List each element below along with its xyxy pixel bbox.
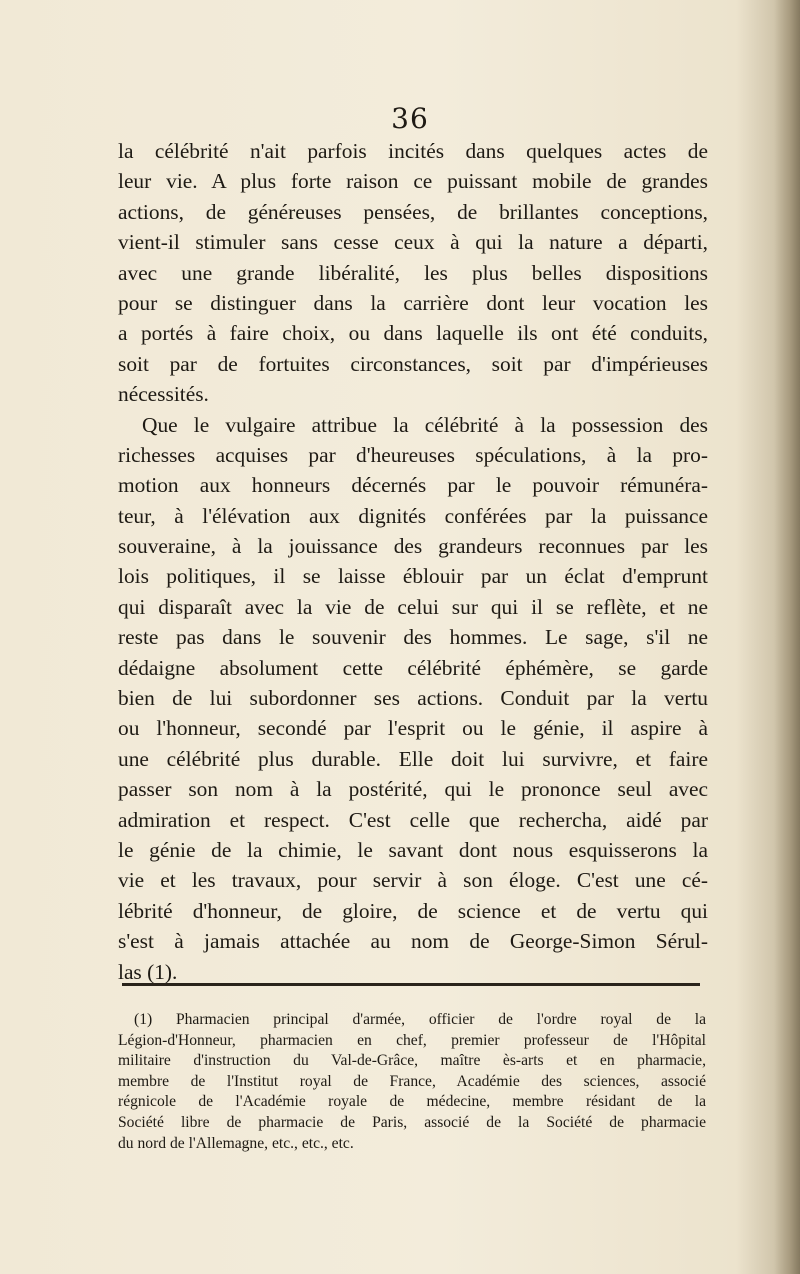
text-line: le génie de la chimie, le savant dont nous esquisserons la [118,837,708,862]
page-number: 36 [391,102,429,135]
footnote-separator [122,983,700,986]
footnote-line: (1) Pharmacien principal d'armée, officier de l'ordre royal de la [134,1011,706,1028]
paragraph [118,136,708,410]
text-line: leur vie. A plus forte raison ce puissant mobile de grandes [118,169,708,194]
text-line: teur, à l'élévation aux dignités conférées par la puissance [118,503,708,528]
text-line: nécessités. [118,382,209,407]
text-line: admiration et respect. C'est celle que rechercha, aidé par [118,807,708,832]
text-line: la célébrité n'ait parfois incités dans quelques actes de [118,139,708,163]
text-line: motion aux honneurs décernés par le pouvoir rémunéra- [118,473,708,498]
footnote [118,1010,706,1154]
text-line: avec une grande libéralité, les plus belles dispositions [118,260,708,285]
footnote-line: militaire d'instruction du Val-de-Grâce, maître ès-arts et en pharmacie, [118,1052,706,1070]
text-line: pour se distinguer dans la carrière dont leur vocation les [118,290,708,315]
text-line: a portés à faire choix, ou dans laquelle ils ont été conduits, [118,321,708,346]
text-line: passer son nom à la postérité, qui le prononce seul avec [118,777,708,802]
text-line: reste pas dans le souvenir des hommes. Le sage, s'il ne [118,625,708,650]
text-line: souveraine, à la jouissance des grandeurs reconnues par les [118,534,708,559]
text-line: soit par de fortuites circonstances, soit par d'impérieuses [118,351,708,376]
footnote-line: Légion-d'Honneur, pharmacien en chef, premier professeur de l'Hôpital [118,1031,706,1049]
text-line: vie et les travaux, pour servir à son éloge. C'est une cé- [118,868,708,893]
text-line: s'est à jamais attachée au nom de George-Simon Sérul- [118,929,708,954]
text-line: dédaigne absolument cette célébrité éphémère, se garde [118,655,708,680]
body-text [118,136,708,987]
text-line: une célébrité plus durable. Elle doit lui survivre, et faire [118,746,708,771]
page-edge-shadow [774,0,800,1274]
text-line: actions, de généreuses pensées, de brillantes conceptions, [118,199,708,224]
paragraph [118,410,708,987]
text-line: vient-il stimuler sans cesse ceux à qui la nature a départi, [118,230,708,255]
text-line: las (1). [118,959,178,984]
text-line: richesses acquises par d'heureuses spéculations, à la pro- [118,442,708,467]
text-line: bien de lui subordonner ses actions. Conduit par la vertu [118,686,708,711]
text-line: lois politiques, il se laisse éblouir par un éclat d'emprunt [118,564,708,589]
text-line: Que le vulgaire attribue la célébrité à la possession des [142,412,708,437]
footnote-line: membre de l'Institut royal de France, Académie des sciences, associé [118,1072,706,1090]
text-line: lébrité d'honneur, de gloire, de science et de vertu qui [118,898,708,923]
footnote-line: régnicole de l'Académie royale de médecine, membre résidant de la [118,1093,706,1111]
text-line: qui disparaît avec la vie de celui sur qui il se reflète, et ne [118,594,708,619]
text-line: ou l'honneur, secondé par l'esprit ou le génie, il aspire à [118,716,708,741]
footnote-line: Société libre de pharmacie de Paris, associé de la Société de pharmacie [118,1113,706,1131]
footnote-line: du nord de l'Allemagne, etc., etc., etc. [118,1134,354,1152]
